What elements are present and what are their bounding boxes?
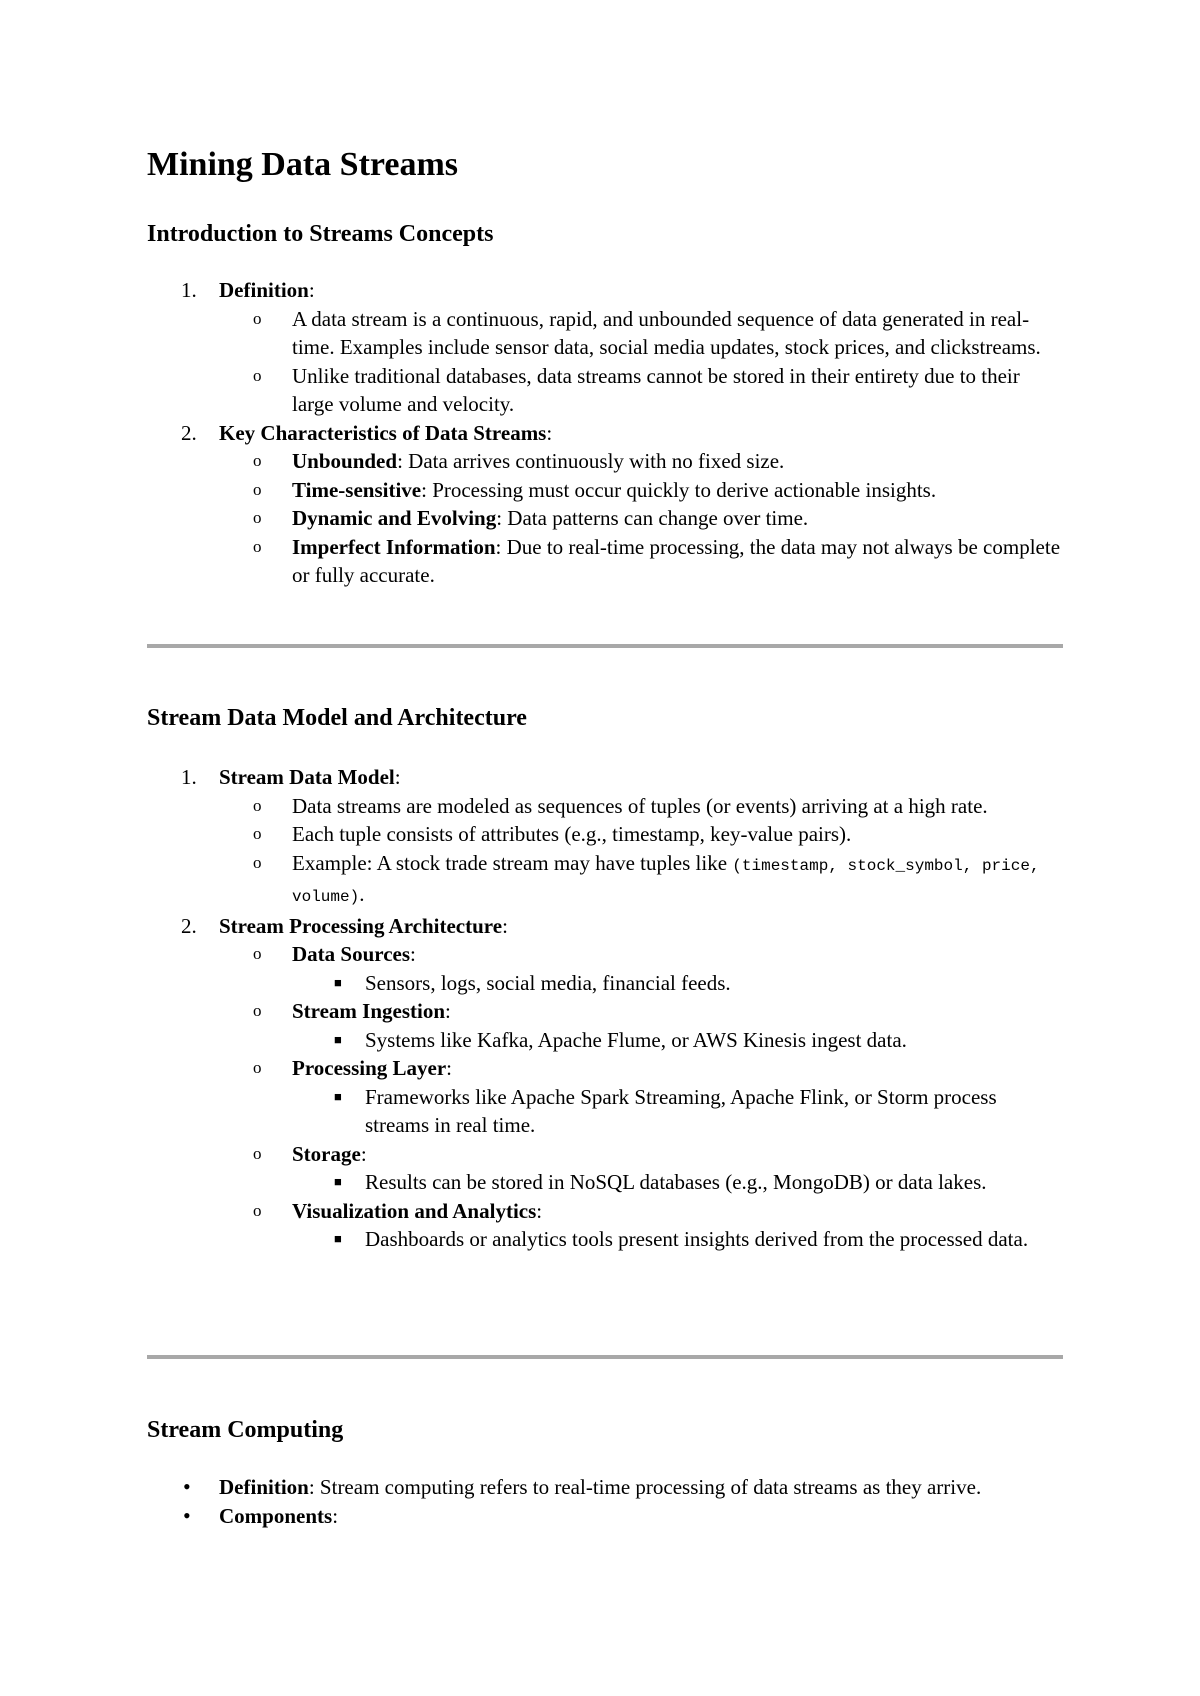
- section-computing: [147, 1473, 1063, 1530]
- sub-item: o Storage: ■ Results can be stored in NoSQL databases (e.g., MongoDB) or data lakes.: [147, 1140, 1063, 1197]
- page-title: Mining Data Streams: [147, 146, 459, 183]
- list-item: 2. Stream Processing Architecture: o Data Sources: ■ Sensors, logs, social media, financial feeds. o Stream Ingestion: ■ Systems like Kafka, Apache Flume, or AWS Kinesis ingest data. o Processing Layer: ■ Frameworks like Apache Spark Streaming, Apache Flink, or Storm process streams in real time. o Storage: ■ Results can be stored in NoSQL databases (e.g., MongoDB) or data lakes. o Visualization and Analytics: ■ Dashboards or analytics tools present insights derived from the processed data.: [147, 912, 1063, 1254]
- sub-item: o Time-sensitive: Processing must occur quickly to derive actionable insights.: [147, 476, 1063, 505]
- sub-item: o A data stream is a continuous, rapid, and unbounded sequence of data generated in real-time. Examples include sensor data, social media updates, stock prices, and clickstreams.: [253, 306, 1041, 359]
- section-model: [147, 763, 1063, 1254]
- square-bullet-icon: ■: [334, 974, 342, 990]
- circle-bullet-icon: o: [253, 479, 262, 499]
- square-bullet-icon: ■: [334, 1174, 342, 1189]
- code-snippet: (timestamp, stock_symbol, price, volume): [292, 856, 1040, 906]
- square-bullet-icon: ■: [334, 1088, 342, 1104]
- sub-item: o Data streams are modeled as sequences of tuples (or events) arriving at a high rate.: [147, 792, 1063, 821]
- list-number: 2.: [181, 913, 197, 938]
- ordered-list: [147, 763, 1063, 1254]
- horizontal-rule: [147, 644, 1063, 648]
- bullet-list: [147, 1473, 1063, 1530]
- sub-item: o Dynamic and Evolving: Data patterns can change over time.: [147, 504, 1063, 533]
- sub-item: o Visualization and Analytics: ■ Dashboards or analytics tools present insights derived from the processed data.: [147, 1197, 1063, 1254]
- circle-bullet-icon: o: [253, 795, 262, 815]
- sub-item: o Unbounded: Data arrives continuously with no fixed size.: [147, 447, 1063, 476]
- section-intro: [147, 276, 1063, 590]
- sub-sub-item: ■ Sensors, logs, social media, financial feeds.: [147, 969, 1063, 998]
- section-heading-model: Stream Data Model and Architecture: [147, 705, 527, 731]
- circle-bullet-icon: o: [253, 451, 262, 470]
- sub-list: [219, 940, 1063, 1254]
- horizontal-rule: [147, 1355, 1063, 1359]
- item-label: Stream Processing Architecture: [219, 913, 503, 938]
- list-item: 1. Definition: o A data stream is a continuous, rapid, and unbounded sequence of data generated in real-time. Examples include sensor data, social media updates, stock prices, and clickstreams. o Unlike traditional databases, data streams cannot be stored in their entirety due to their large volume and velocity.: [147, 276, 1063, 419]
- item-label: Definition: [219, 278, 309, 302]
- square-bullet-icon: ■: [334, 1231, 342, 1246]
- list-item: 2. Key Characteristics of Data Streams: o Unbounded: Data arrives continuously with no fixed size. o Time-sensitive: Processing must occur quickly to derive actionable insights. o Dynamic and Evolving: Data patterns can change over time. o Imperfect Information: Due to real-time processing, the data may not always be complete or fully accurate.: [147, 419, 1063, 590]
- circle-bullet-icon: o: [253, 852, 262, 872]
- circle-bullet-icon: o: [253, 944, 262, 963]
- sub-list: [219, 447, 1063, 590]
- sub-item: o Data Sources: ■ Sensors, logs, social media, financial feeds.: [147, 940, 1063, 997]
- sub-item: o Each tuple consists of attributes (e.g., timestamp, key-value pairs).: [147, 820, 1063, 849]
- ordered-list: [147, 276, 1063, 590]
- section-heading-intro: Introduction to Streams Concepts: [147, 221, 494, 247]
- list-number: 1.: [181, 278, 197, 302]
- item-label: Stream Data Model: [219, 765, 395, 789]
- list-item: 1. Stream Data Model: o Data streams are modeled as sequences of tuples (or events) arriving at a high rate. o Each tuple consists of attributes (e.g., timestamp, key-value pairs). o Example: A stock trade stream may have tuples like (timestamp, stock_symbol, price, volume).: [147, 763, 1063, 912]
- sub-sub-item: ■ Systems like Kafka, Apache Flume, or AWS Kinesis ingest data.: [147, 1026, 1063, 1055]
- circle-bullet-icon: o: [253, 1058, 262, 1077]
- sub-item: o Example: A stock trade stream may have tuples like (timestamp, stock_symbol, price, volume).: [253, 850, 1040, 906]
- section-heading-computing: Stream Computing: [147, 1417, 344, 1443]
- sub-item: o Processing Layer: ■ Frameworks like Apache Spark Streaming, Apache Flink, or Storm process streams in real time.: [147, 1054, 1063, 1140]
- item-label: Key Characteristics of Data Streams: [219, 420, 547, 445]
- list-item: • Definition: Stream computing refers to real-time processing of data streams as they arrive.: [147, 1473, 1063, 1502]
- sub-item: o Unlike traditional databases, data streams cannot be stored in their entirety due to their large volume and velocity.: [253, 363, 1020, 416]
- circle-bullet-icon: o: [253, 1200, 262, 1220]
- circle-bullet-icon: o: [253, 365, 262, 385]
- circle-bullet-icon: o: [253, 536, 262, 556]
- sub-sub-item: ■ Frameworks like Apache Spark Streaming, Apache Flink, or Storm process streams in real time.: [334, 1084, 997, 1137]
- sub-item: o Imperfect Information: Due to real-time processing, the data may not always be complete or fully accurate.: [253, 534, 1061, 587]
- sub-sub-item: ■ Dashboards or analytics tools present insights derived from the processed data.: [147, 1225, 1063, 1254]
- sub-item: o Stream Ingestion: ■ Systems like Kafka, Apache Flume, or AWS Kinesis ingest data.: [147, 997, 1063, 1054]
- circle-bullet-icon: o: [253, 508, 262, 527]
- list-item: • Components:: [147, 1502, 1063, 1531]
- circle-bullet-icon: o: [253, 824, 262, 843]
- sub-sub-item: ■ Results can be stored in NoSQL databases (e.g., MongoDB) or data lakes.: [147, 1168, 1063, 1197]
- list-number: 2.: [181, 420, 197, 445]
- bullet-icon: •: [183, 1502, 191, 1528]
- sub-list: [219, 792, 1063, 912]
- square-bullet-icon: ■: [334, 1031, 342, 1047]
- circle-bullet-icon: o: [253, 1001, 262, 1020]
- circle-bullet-icon: o: [253, 308, 262, 328]
- bullet-icon: •: [183, 1474, 191, 1499]
- sub-list: [219, 305, 1063, 419]
- circle-bullet-icon: o: [253, 1143, 262, 1163]
- list-number: 1.: [181, 765, 197, 789]
